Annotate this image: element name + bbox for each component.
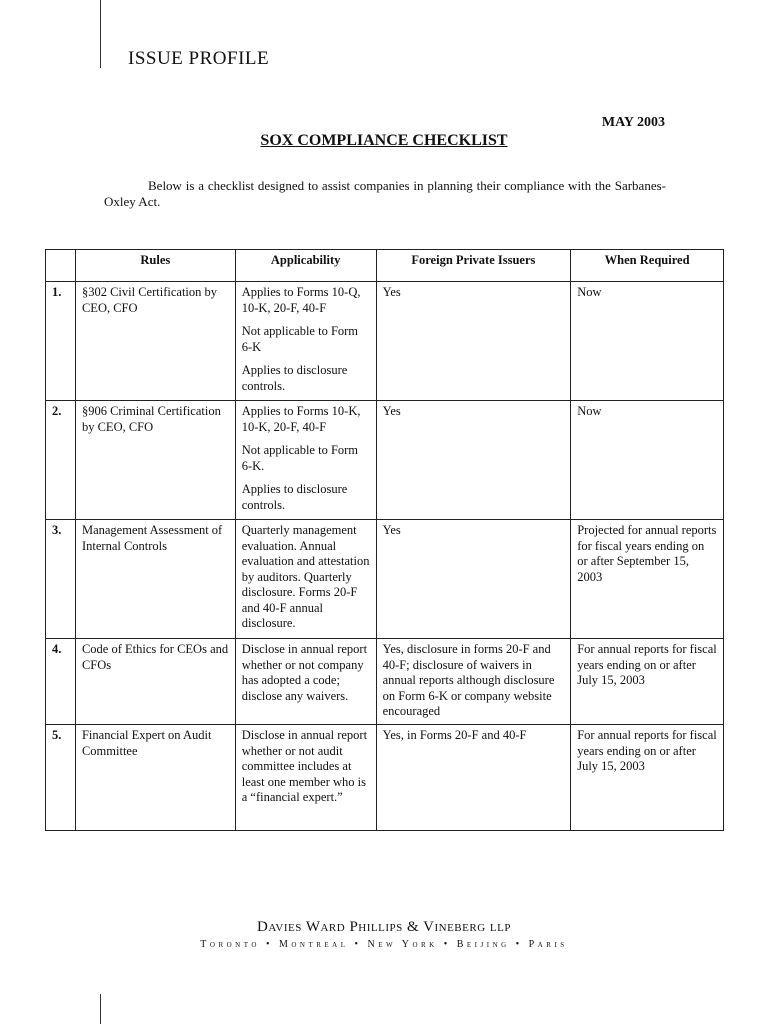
firm-name: Davies Ward Phillips & Vineberg llp xyxy=(257,919,511,935)
margin-rule-bottom xyxy=(100,994,101,1024)
column-header-applicability: Applicability xyxy=(235,250,376,282)
column-header-number xyxy=(46,250,76,282)
row-number: 3. xyxy=(46,520,76,639)
foreign-issuers-cell: Yes xyxy=(376,282,571,401)
when-required-cell: Projected for annual reports for fiscal years ending on or after September 15, 2003 xyxy=(571,520,724,639)
applicability-cell xyxy=(235,401,376,520)
rule-cell: Management Assessment of Internal Controls xyxy=(75,520,235,639)
applicability-line: Applies to Forms 10-Q, 10-K, 20-F, 40-F xyxy=(241,285,361,315)
when-required-cell: For annual reports for fiscal years ending on or after July 15, 2003 xyxy=(571,725,724,831)
when-required-cell: Now xyxy=(571,282,724,401)
table-row xyxy=(46,282,724,401)
applicability-line: Applies to disclosure controls. xyxy=(241,363,348,393)
margin-rule-top xyxy=(100,0,101,68)
table-header-row xyxy=(46,250,724,282)
column-header-foreign-private-issuers: Foreign Private Issuers xyxy=(376,250,571,282)
table-row xyxy=(46,520,724,639)
when-required-cell: For annual reports for fiscal years ending on or after July 15, 2003 xyxy=(571,639,724,725)
office-locations: Toronto • Montreal • New York • Beijing • Paris xyxy=(200,939,568,950)
foreign-issuers-cell: Yes xyxy=(376,401,571,520)
checklist-table xyxy=(45,249,724,831)
rule-cell: §302 Civil Certification by CEO, CFO xyxy=(75,282,235,401)
page-title xyxy=(0,132,768,150)
applicability-line: Not applicable to Form 6-K xyxy=(241,324,359,354)
document-date: MAY 2003 xyxy=(601,115,665,130)
applicability-cell: Disclose in annual report whether or not company has adopted a code; disclose any waivers. xyxy=(235,639,376,725)
foreign-issuers-cell: Yes xyxy=(376,520,571,639)
table-row xyxy=(46,401,724,520)
when-required-cell: Now xyxy=(571,401,724,520)
rule-cell: §906 Criminal Certification by CEO, CFO xyxy=(75,401,235,520)
rule-cell: Financial Expert on Audit Committee xyxy=(75,725,235,831)
applicability-cell: Disclose in annual report whether or not audit committee includes at least one member who is a “financial expert.” xyxy=(235,725,376,831)
row-number: 4. xyxy=(46,639,76,725)
applicability-line: Not applicable to Form 6-K. xyxy=(241,443,359,473)
row-number: 2. xyxy=(46,401,76,520)
row-number: 5. xyxy=(46,725,76,831)
applicability-line: Applies to Forms 10-K, 10-K, 20-F, 40-F xyxy=(241,404,361,434)
row-number: 1. xyxy=(46,282,76,401)
intro-paragraph: Below is a checklist designed to assist companies in planning their compliance with the Sarbanes-Oxley Act. xyxy=(104,178,666,209)
page-title-text: SOX COMPLIANCE CHECKLIST xyxy=(260,132,508,149)
table-row xyxy=(46,725,724,831)
column-header-when-required: When Required xyxy=(571,250,724,282)
foreign-issuers-cell: Yes, in Forms 20-F and 40-F xyxy=(376,725,571,831)
issue-profile-label: ISSUE PROFILE xyxy=(128,48,270,69)
rule-cell: Code of Ethics for CEOs and CFOs xyxy=(75,639,235,725)
applicability-cell: Quarterly management evaluation. Annual evaluation and attestation by auditors. Quarterly disclosure. Forms 20-F and 40-F annual disclosure. xyxy=(235,520,376,639)
applicability-cell xyxy=(235,282,376,401)
table-row xyxy=(46,639,724,725)
column-header-rules: Rules xyxy=(75,250,235,282)
applicability-line: Applies to disclosure controls. xyxy=(241,482,348,512)
foreign-issuers-cell: Yes, disclosure in forms 20-F and 40-F; disclosure of waivers in annual reports although disclosure on Form 6-K or company website encouraged xyxy=(376,639,571,725)
